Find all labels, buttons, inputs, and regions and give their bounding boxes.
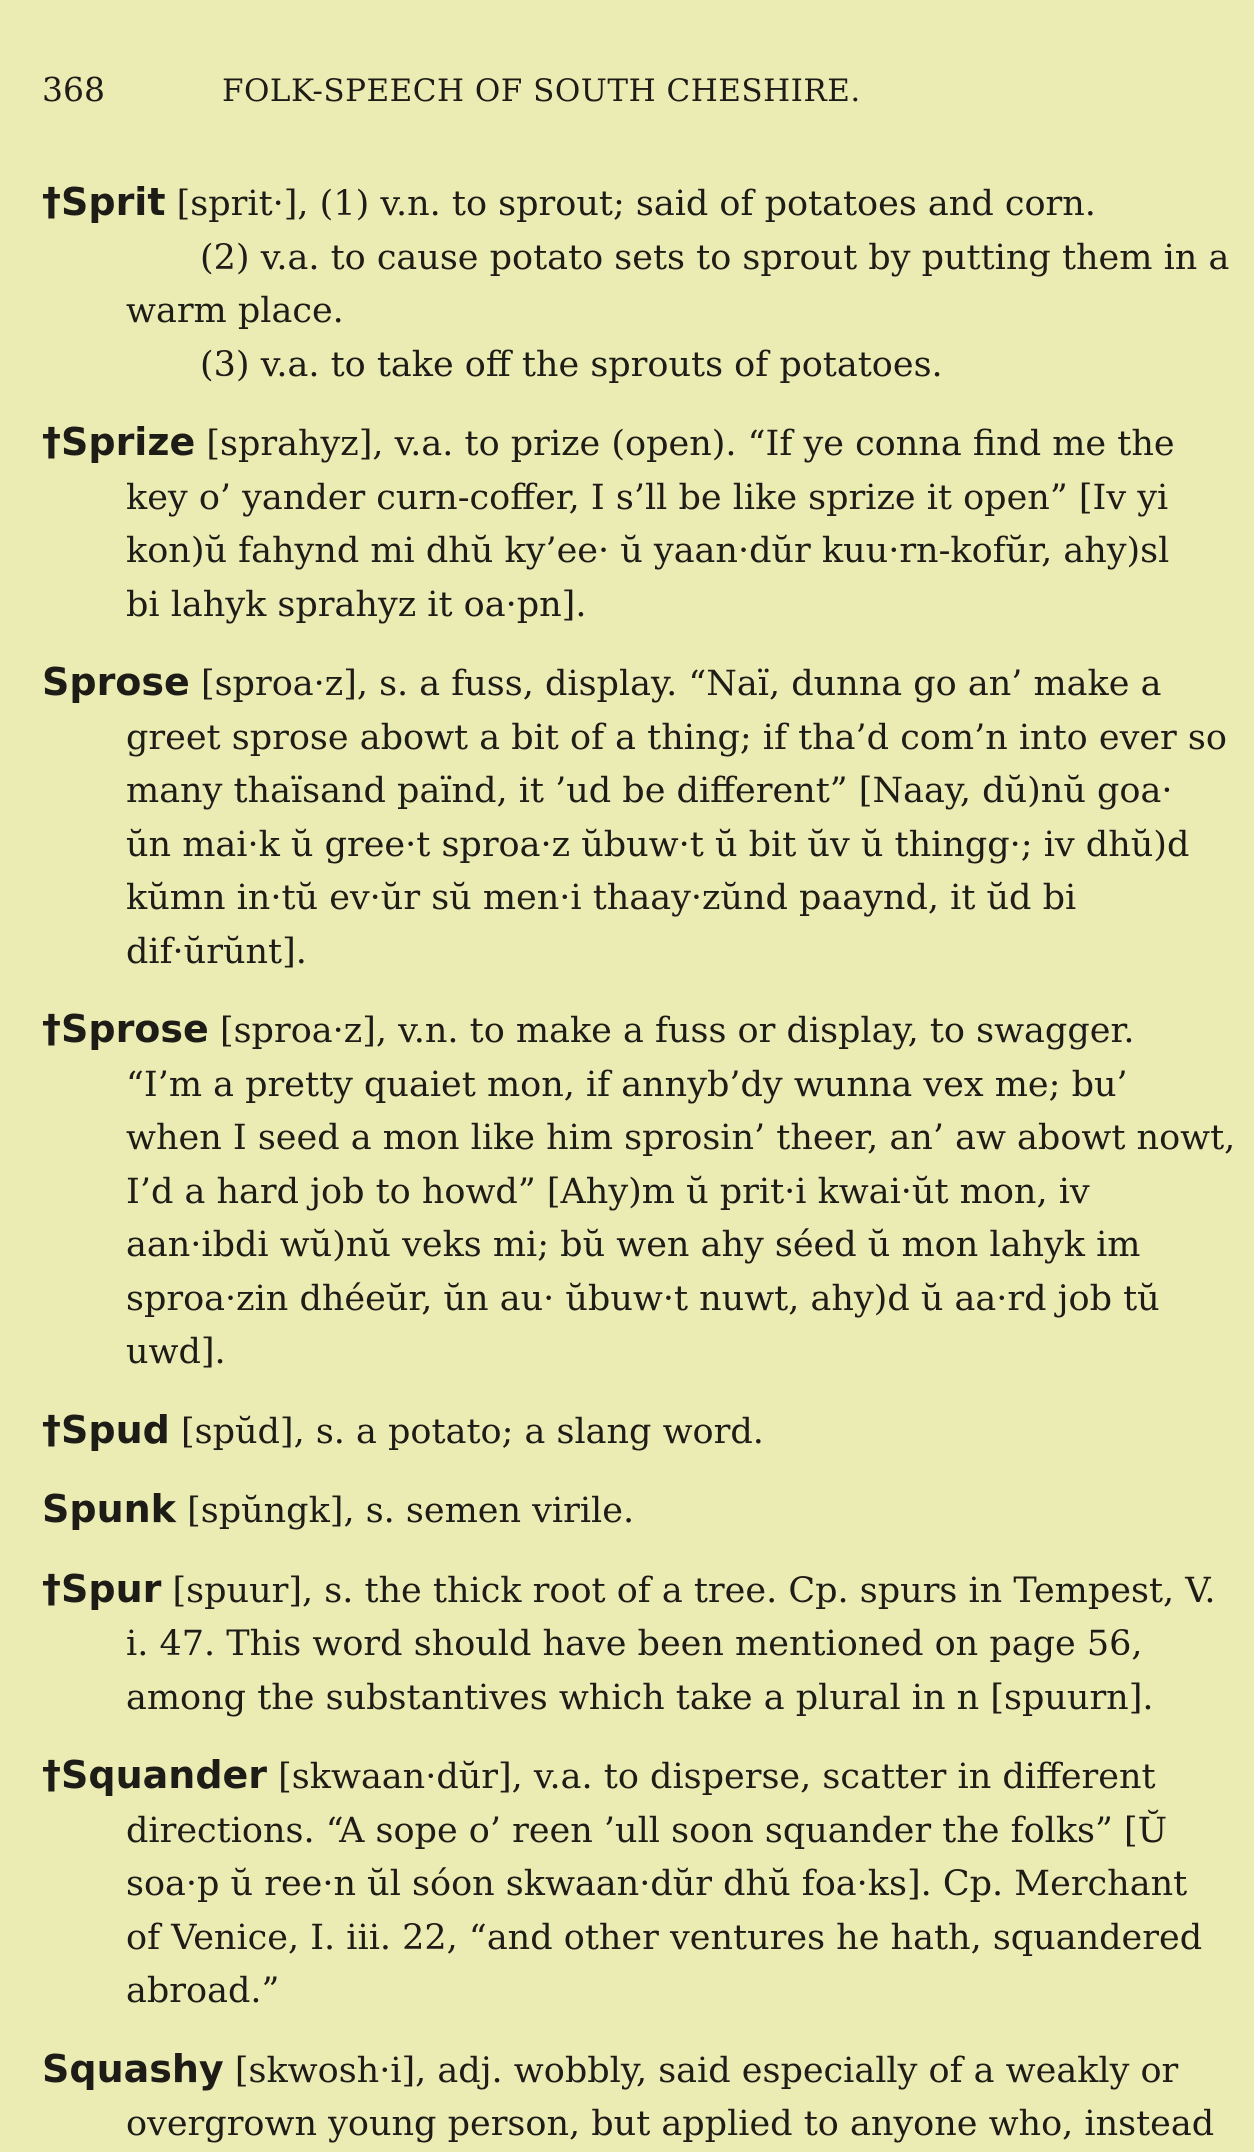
dictionary-entry-sprize — [42, 416, 1218, 632]
entry-line — [42, 1563, 1218, 1619]
dictionary-entry-spur — [42, 1563, 1218, 1726]
entry-line: many thaïsand païnd, it ’ud be different” [Naay, dŭ)nŭ goa· — [126, 771, 1173, 811]
entry-line — [42, 416, 1218, 472]
entry-text: [sproa·z], s. a fuss, display. “Naï, dunna go an’ make a — [189, 664, 1162, 704]
headword: †Sprize — [42, 420, 196, 464]
entry-line: (3) v.a. to take off the sprouts of potatoes. — [200, 344, 943, 385]
dictionary-entry-squashy — [42, 2043, 1218, 2152]
entry-line: among the substantives which take a plural in n [spuurn]. — [126, 1677, 1154, 1718]
entry-line: bi lahyk sprahyz it oa·pn]. — [126, 584, 587, 625]
entry-line: (2) v.a. to cause potato sets to sprout by putting them in a — [200, 237, 1230, 278]
headword: Sprose — [42, 660, 190, 704]
entry-line: key o’ yander curn-coffer, I s’ll be like sprize it open” [Iv yi — [126, 477, 1169, 518]
page-number: 368 — [42, 70, 105, 109]
entry-line: sproa·zin dhéeŭr, ŭn au· ŭbuw·t nuwt, ahy)d ŭ aa·rd job tŭ — [126, 1278, 1160, 1319]
dictionary-entry-sprit — [42, 176, 1230, 392]
entry-line: when I seed a mon like him sprosin’ theer, an’ aw abowt nowt, — [126, 1118, 1236, 1158]
entry-line — [42, 1483, 1218, 1539]
entry-line — [42, 1003, 1218, 1059]
entry-line — [42, 2043, 1218, 2099]
entry-text: [spuur], s. the thick root of a tree. Cp. spurs in Tempest, V. — [161, 1570, 1216, 1611]
entry-line — [42, 1404, 1218, 1460]
entry-text: [skwaan·dŭr], v.a. to disperse, scatter in different — [267, 1757, 1156, 1797]
entry-line: kon)ŭ fahynd mi dhŭ ky’ee· ŭ yaan·dŭr kuu·rn-kofŭr, ahy)sl — [126, 531, 1170, 571]
entry-text: [spŭngk], s. semen virile. — [175, 1491, 635, 1531]
entry-line: i. 47. This word should have been mentioned on page 56, — [126, 1624, 1143, 1664]
headword: †Squander — [42, 1753, 268, 1797]
entry-text: [sproa·z], v.n. to make a fuss or display, to swagger. — [208, 1011, 1135, 1051]
headword: †Spud — [42, 1407, 170, 1452]
dictionary-entry-spunk — [42, 1483, 1218, 1539]
dictionary-entry-squander — [42, 1749, 1218, 2019]
entry-line: dif·ŭrŭnt]. — [126, 931, 307, 972]
entry-line — [42, 1749, 1218, 1805]
dictionary-entry-sprose-noun — [42, 656, 1227, 979]
running-title: FOLK-SPEECH OF SOUTH CHESHIRE. — [222, 73, 861, 109]
entry-text: [sprit·], (1) v.n. to sprout; said of potatoes and corn. — [165, 184, 1096, 224]
entry-line: ŭn mai·k ŭ gree·t sproa·z ŭbuw·t ŭ bit ŭv ŭ thingg·; iv dhŭ)d — [126, 824, 1190, 865]
headword: Squashy — [42, 2046, 224, 2091]
headword: †Sprose — [42, 1007, 209, 1051]
entry-line: I’d a hard job to howd” [Ahy)m ŭ prit·i kwai·ŭt mon, iv — [126, 1171, 1090, 1212]
running-head — [42, 70, 1218, 124]
headword: †Sprit — [42, 180, 166, 224]
entry-line: kŭmn in·tŭ ev·ŭr sŭ men·i thaay·zŭnd paaynd, it ŭd bi — [126, 878, 1077, 918]
headword: Spunk — [42, 1487, 176, 1531]
entry-line — [42, 656, 1218, 712]
entry-line: overgrown young person, but applied to anyone who, instead — [126, 2104, 1215, 2144]
entry-line: warm place. — [126, 291, 344, 331]
entry-line: abroad.” — [126, 1971, 280, 2011]
entry-line: uwd]. — [126, 1332, 226, 1372]
entry-line: aan·ibdi wŭ)nŭ veks mi; bŭ wen ahy séed ŭ mon lahyk im — [126, 1225, 1141, 1265]
entry-text: [spŭd], s. a potato; a slang word. — [169, 1411, 764, 1452]
entry-line: soa·p ŭ ree·n ŭl sóon skwaan·dŭr dhŭ foa·ks]. Cp. Merchant — [126, 1864, 1188, 1904]
entry-line: greet sprose abowt a bit of a thing; if tha’d com’n into ever so — [126, 717, 1227, 758]
entry-line — [42, 176, 1218, 232]
entry-line: of Venice, I. iii. 22, “and other ventures he hath, squandered — [126, 1917, 1203, 1958]
entry-line: “I’m a pretty quaiet mon, if annyb’dy wunna vex me; bu’ — [126, 1064, 1128, 1105]
entry-line: directions. “A sope o’ reen ’ull soon squander the folks” [Ŭ — [126, 1810, 1168, 1851]
dictionary-entry-spud — [42, 1404, 1218, 1460]
entry-text: [sprahyz], v.a. to prize (open). “If ye conna find me the — [195, 424, 1175, 464]
headword: †Spur — [42, 1566, 162, 1611]
dictionary-entry-sprose-verb — [42, 1003, 1236, 1380]
entry-text: [skwosh·i], adj. wobbly, said especially of a weakly or — [223, 2050, 1179, 2091]
